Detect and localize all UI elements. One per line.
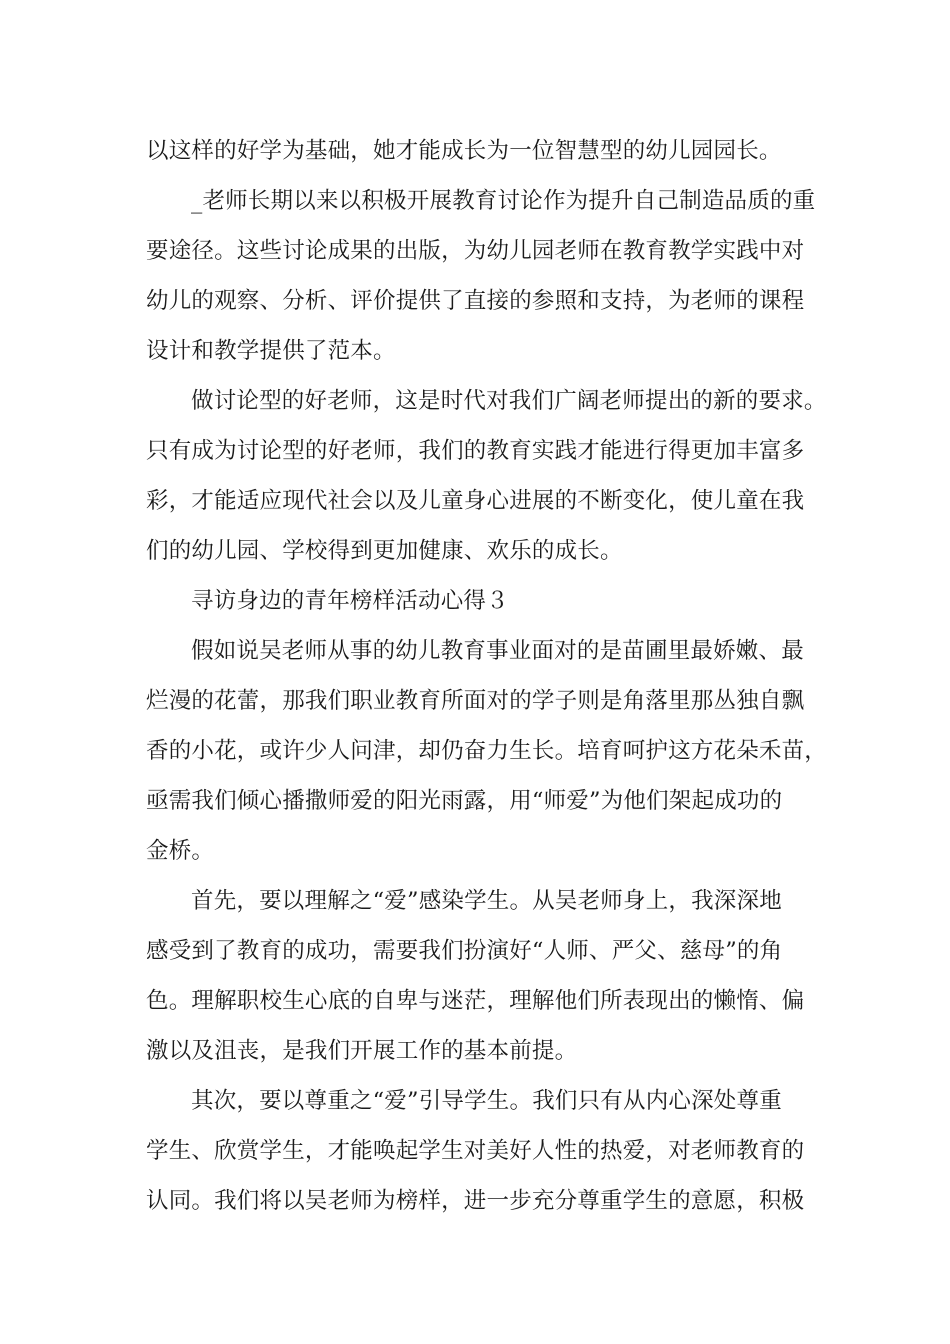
text-line: 感受到了教育的成功，需要我们扮演好“人师、严父、慈母”的角	[146, 938, 783, 964]
paragraph-first-line: 做讨论型的好老师，这是时代对我们广阔老师提出的新的要求。	[191, 388, 827, 414]
text-line: 们的幼儿园、学校得到更加健康、欢乐的成长。	[146, 538, 623, 564]
text-line: 要途径。这些讨论成果的出版，为幼儿园老师在教育教学实践中对	[146, 238, 805, 264]
paragraph-first-line: _老师长期以来以积极开展教育讨论作为提升自己制造品质的重	[191, 188, 816, 214]
text-line: 设计和教学提供了范本。	[146, 338, 396, 364]
paragraph-first-line: 假如说吴老师从事的幼儿教育事业面对的是苗圃里最娇嫩、最	[191, 638, 804, 664]
text-line: 烂漫的花蕾，那我们职业教育所面对的学子则是角落里那丛独自飘	[146, 688, 805, 714]
paragraph-first-line: 其次，要以尊重之“爱”引导学生。我们只有从内心深处尊重	[191, 1088, 782, 1114]
text-line: 学生、欣赏学生，才能唤起学生对美好人性的热爱，对老师教育的	[146, 1138, 805, 1164]
text-line: 以这样的好学为基础，她才能成长为一位智慧型的幼儿园园长。	[146, 138, 782, 164]
text-line: 色。理解职校生心底的自卑与迷茫，理解他们所表现出的懒惰、偏	[146, 988, 805, 1014]
text-line: 只有成为讨论型的好老师，我们的教育实践才能进行得更加丰富多	[146, 438, 805, 464]
text-line: 香的小花，或许少人问津，却仍奋力生长。培育呵护这方花朵禾苗，	[146, 738, 828, 764]
text-line: 幼儿的观察、分析、评价提供了直接的参照和支持，为老师的课程	[146, 288, 805, 314]
text-line: 认同。我们将以吴老师为榜样，进一步充分尊重学生的意愿，积极	[146, 1188, 805, 1214]
text-line: 激以及沮丧，是我们开展工作的基本前提。	[146, 1038, 578, 1064]
text-line: 亟需我们倾心播撒师爱的阳光雨露，用“师爱”为他们架起成功的	[146, 788, 783, 814]
text-line: 金桥。	[146, 838, 215, 864]
section-heading: 寻访身边的青年榜样活动心得３	[191, 588, 509, 614]
paragraph-first-line: 首先，要以理解之“爱”感染学生。从吴老师身上，我深深地	[191, 888, 782, 914]
text-line: 彩，才能适应现代社会以及儿童身心进展的不断变化，使儿童在我	[146, 488, 805, 514]
